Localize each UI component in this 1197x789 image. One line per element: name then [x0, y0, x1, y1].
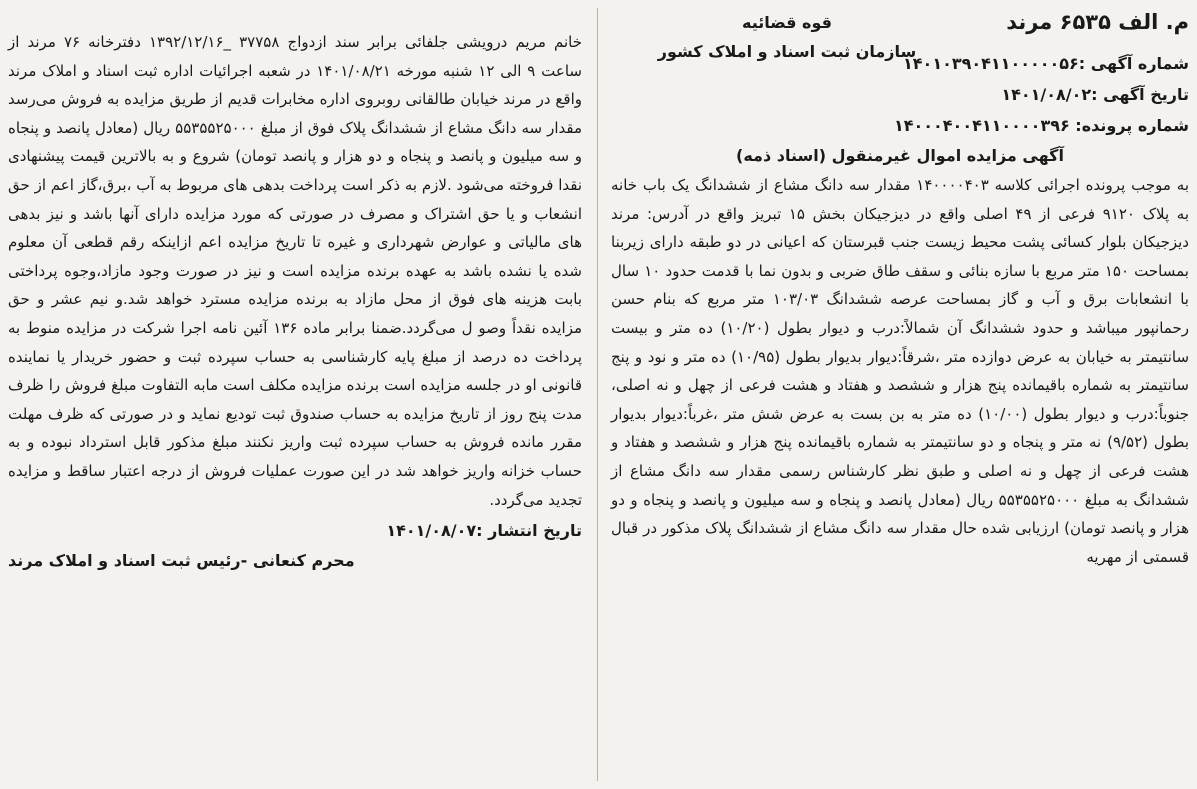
publish-date: تاریخ انتشار :۱۴۰۱/۰۸/۰۷ [386, 521, 582, 541]
signature: محرم کنعانی -رئیس ثبت اسناد و املاک مرند [8, 551, 355, 571]
right-column [599, 0, 1197, 789]
column-divider [597, 8, 598, 781]
registry-organization-name: سازمان ثبت اسناد و املاک کشور [657, 42, 917, 61]
judiciary-name: قوه قضائیه [741, 13, 832, 32]
left-column [0, 0, 596, 789]
notice-body-part-1: به موجب پرونده اجرائی کلاسه ۱۴۰۰۰۰۴۰۳ مقدار سه دانگ مشاع از ششدانگ یک باب خانه به پلاک ۹۱۲۰ فرعی از ۴۹ اصلی واقع در دیزجیکان بخش ۱۵ تبریز واقع در آدرس: مرند دیزجیکان بلوار کسائی پشت محیط زیست جنب قبرستان که اعیانی در دو طبقه دارای زیربنا بمساحت ۱۵۰ متر مربع با سازه بنائی و سقف طاق ضربی و بدون نما با قدمت حدود ۱۰ سال با انشعابات برق و آب و گاز بمساحت عرصه ششدانگ ۱۰۳/۰۳ متر مربع که بنام حسن رحمانپور میباشد و حدود ششدانگ آن شمالاً:درب و دیوار بطول (۱۰/۲۰) ده متر و بیست سانتیمتر به خیابان به عرض دوازده متر ،شرقاً:دیوار بدیوار بطول (۱۰/۹۵) ده متر و نود و پنج سانتیمتر به شماره باقیمانده پنج هزار و ششصد و هفتاد و هشت فرعی از چهل و نه اصلی، جنوباً:درب و دیوار بطول (۱۰/۰۰) ده متر به بن بست به عرض شش متر ،غرباً:دیوار بدیوار بطول (۹/۵۲) نه متر و پنجاه و دو سانتیمتر به شماره باقیمانده پنج هزار و ششصد و هفتاد و هشت فرعی از چهل و نه اصلی و طبق نظر کارشناس رسمی مقدار سه دانگ مشاع از ششدانگ به مبلغ ۵۵۳۵۵۲۵۰۰۰ ریال (معادل پانصد و پنجاه و سه میلیون و پانصد و پنجاه و دو هزار و پانصد تومان) ارزیابی شده حال مقدار سه دانگ مشاع از ششدانگ پلاک مذکور در قبال قسمتی از مهریه [611, 176, 1190, 566]
file-number: شماره پرونده: ۱۴۰۰۰۴۰۰۴۱۱۰۰۰۰۳۹۶ [893, 116, 1189, 135]
notice-header [611, 4, 1189, 135]
notice-metadata [894, 48, 1189, 141]
notice-date: تاریخ آگهی :۱۴۰۱/۰۸/۰۲ [1001, 85, 1189, 104]
notice-body-part-2: خانم مریم درویشی جلفائی برابر سند ازدواج ۳۷۷۵۸ _۱۳۹۲/۱۲/۱۶ دفترخانه ۷۶ مرند از ساعت ۹ الی ۱۲ شنبه مورخه ۱۴۰۱/۰۸/۲۱ در شعبه اجرائیات اداره ثبت اسناد و املاک مرند واقع در مرند خیابان طالقانی روبروی اداره مخابرات قدیم از طریق مزایده به فروش می‌رسد مقدار سه دانگ مشاع از ششدانگ پلاک فوق از مبلغ ۵۵۳۵۵۲۵۰۰۰ ریال (معادل پانصد و پنجاه و سه میلیون و پانصد و پنجاه و دو هزار و پانصد تومان) شروع و به بالاترین قیمت پیشنهادی نقدا فروخته می‌شود .لازم به ذکر است پرداخت بدهی های مربوط به آب ،برق،گاز اعم از حق انشعاب و یا حق اشتراک و مصرف در صورتی که مورد مزایده دارای آنها باشد و نیز بدهی های مالیاتی و عوارض شهرداری و غیره تا تاریخ مزایده اعم ازاینکه رقم قطعی آن معلوم شده یا نشده باشد به عهده برنده مزایده است و نیز در صورت وجود مازاد،وجوه پرداختی بابت هزینه های فوق از محل مازاد به برنده مزایده مسترد خواهد شد.و نیم عشر و حق مزایده نقداً وصو ل می‌گردد.ضمنا برابر ماده ۱۳۶ آئین نامه اجرا شرکت در مزایده منوط به پرداخت ده درصد از مبلغ پایه کارشناسی به حساب سپرده ثبت و حضور خریدار یا نماینده قانونی او در جلسه مزایده است برنده مزایده مکلف است مابه التفاوت مبلغ فروش را ظرف مدت پنج روز از تاریخ مزایده به حساب صندوق ثبت تودیع نماید و در صورتی که ظرف مهلت مقرر مانده فروش به حساب سپرده ثبت واریز نکنند مبلغ مذکور قابل استرداد نبوده و به حساب خزانه واریز خواهد شد در این صورت عملیات فروش از درجه اعتبار ساقط و مزایده تجدید می‌گردد. [8, 33, 583, 509]
notice-number: شماره آگهی :۱۴۰۱۰۳۹۰۴۱۱۰۰۰۰۰۵۶ [903, 54, 1189, 73]
notice-title: آگهی مزایده اموال غیرمنقول (اسناد ذمه) [736, 146, 1064, 165]
notice-code: م. الف ۶۵۳۵ مرند [1006, 10, 1189, 34]
